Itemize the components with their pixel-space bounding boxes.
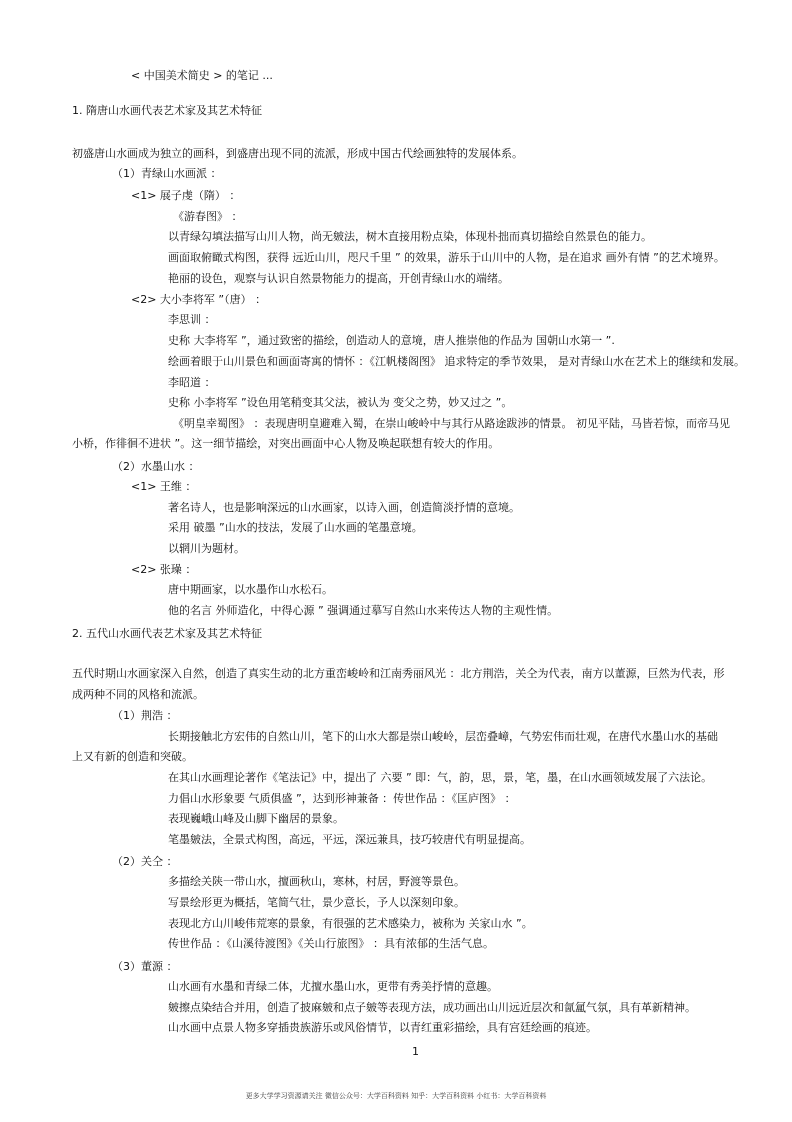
paragraph: 他的名言 外师造化，中得心源 ” 强调通过摹写自然山水来传达人物的主观性情。 (168, 604, 559, 617)
paragraph: 以辋川为题材。 (168, 542, 245, 555)
paragraph: 在其山水画理论著作《笔法记》中，提出了 六要 ” 即：气，韵，思，景，笔，墨，在山水画领域发展了六法论。 (168, 771, 713, 784)
paragraph: 唐中期画家，以水墨作山水松石。 (168, 583, 333, 596)
section-heading: 2. 五代山水画代表艺术家及其艺术特征 (72, 627, 262, 640)
subheading: （1）荆浩 ： (112, 709, 178, 722)
paragraph: 上又有新的创造和突破。 (72, 750, 193, 763)
paragraph: 写景绘形更为概括，笔简气壮，景少意长，予人以深刻印象。 (168, 896, 465, 909)
subheading: （2）关仝 ： (112, 855, 178, 868)
section-heading: 1. 隋唐山水画代表艺术家及其艺术特征 (72, 104, 262, 117)
paragraph: 表现北方山川峻伟荒寒的景象，有很强的艺术感染力，被称为 关家山水 ”。 (168, 917, 533, 930)
paragraph: 史称 小李将军 ”设色用笔稍变其父法，被认为 变父之势，妙又过之 ”。 (168, 396, 513, 409)
paragraph: 笔墨皴法，全景式构图，高远，平远，深远兼具，技巧较唐代有明显提高。 (168, 833, 531, 846)
paragraph: 长期接触北方宏伟的自然山川，笔下的山水大都是崇山峻岭，层峦叠嶂，气势宏伟而壮观，在唐代水墨山水的基础 (168, 730, 718, 743)
list-item: 《游春图》 ： (173, 210, 243, 223)
paragraph: 初盛唐山水画成为独立的画科，到盛唐出现不同的流派，形成中国古代绘画独特的发展体系。 (72, 147, 523, 160)
paragraph: 史称 大李将军 ”，通过致密的描绘，创造动人的意境，唐人推崇他的作品为 国朝山水第一 ”. (168, 334, 615, 347)
paragraph: 表现巍峨山峰及山脚下幽居的景象。 (168, 812, 344, 825)
list-item: <2> 张璪 ： (131, 563, 197, 576)
paragraph: 著名诗人，也是影响深远的山水画家，以诗入画，创造简淡抒情的意境。 (168, 501, 520, 514)
paragraph: 以青绿勾填法描写山川人物，尚无皴法，树木直接用粉点染，体现朴拙而真切描绘自然景色的能力。 (168, 230, 652, 243)
paragraph: 小桥，作徘徊不进状 ”。这一细节描绘，对突出画面中心人物及唤起联想有较大的作用。 (72, 437, 500, 450)
list-item: <2> 大小李将军 ”（唐） ： (131, 293, 267, 306)
note-title: < 中国美术简史 > 的笔记 ... (131, 69, 273, 82)
footer-note: 更多大学学习资源请关注 微信公众号：大学百科资料 知乎：大学百科资料 小红书：大学百科资料 (245, 1092, 547, 1100)
page-number: 1 (412, 1045, 419, 1058)
paragraph: 成两种不同的风格和流派。 (72, 688, 204, 701)
subheading: （3）董源 ： (112, 960, 178, 973)
list-item: 李昭道 ： (168, 376, 216, 389)
list-item: <1> 展子虔（隋） ： (131, 189, 241, 202)
subheading: （1）青绿山水画派 ： (112, 167, 222, 180)
paragraph: 画面取俯瞰式构图，获得 远近山川，咫尺千里 ” 的效果，游乐于山川中的人物，是在追求 画外有情 ”的艺术境界。 (168, 251, 725, 264)
list-item: 李思训 ： (168, 313, 216, 326)
paragraph: 《明皇幸蜀图》 ：表现唐明皇避难入蜀，在崇山峻岭中与其行从路途跋涉的情景。 初见平陆，马皆若惊，而帝马见 (173, 417, 730, 430)
paragraph: 山水画有水墨和青绿二体，尤擅水墨山水，更带有秀美抒情的意趣。 (168, 980, 498, 993)
paragraph: 山水画中点景人物多穿插贵族游乐或风俗情节，以青红重彩描绘，具有宫廷绘画的痕迹。 (168, 1021, 597, 1034)
paragraph: 艳丽的设色，观察与认识自然景物能力的提高，开创青绿山水的端绪。 (168, 272, 509, 285)
paragraph: 五代时期山水画家深入自然，创造了真实生动的北方重峦峻岭和江南秀丽风光 ：北方荆浩，关仝为代表，南方以董源，巨然为代表，形 (72, 667, 725, 680)
paragraph: 多描绘关陕一带山水，擅画秋山，寒林，村居，野渡等景色。 (168, 875, 465, 888)
paragraph: 皴擦点染结合并用，创造了披麻皴和点子皴等表现方法，成功画出山川远近层次和氤氲气氛，具有革新精神。 (168, 1001, 696, 1014)
paragraph: 力倡山水形象要 气质俱盛 ”，达到形神兼备 ：传世作品 ：《匡庐图》 ： (168, 792, 516, 805)
paragraph: 传世作品 ：《山溪待渡图》《关山行旅图》 ：具有浓郁的生活气息。 (168, 937, 494, 950)
subheading: （2）水墨山水 ： (112, 460, 200, 473)
paragraph: 采用 破墨 ”山水的技法，发展了山水画的笔墨意境。 (168, 521, 423, 534)
list-item: <1> 王维 ： (131, 480, 197, 493)
paragraph: 绘画着眼于山川景色和画面寄寓的情怀 ：《江帆楼阁图》 追求特定的季节效果， 是对青绿山水在艺术上的继续和发展。 (168, 355, 745, 368)
